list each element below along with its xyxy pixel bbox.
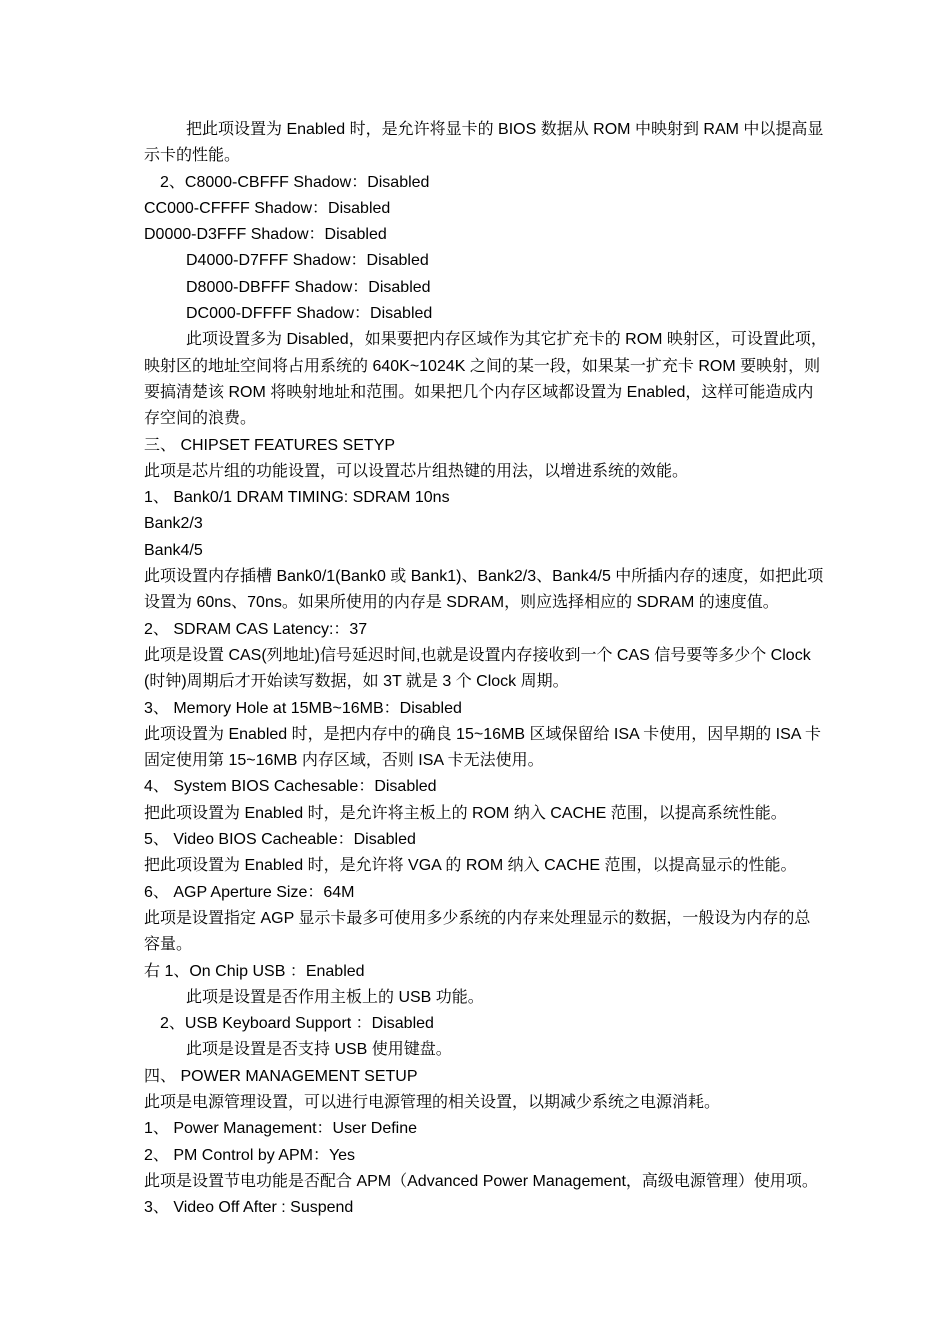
text-line: 3、 Memory Hole at 15MB~16MB：Disabled [144, 699, 462, 717]
text-line: 此项设置内存插槽 Bank0/1(Bank0 或 Bank1)、Bank2/3、Bank4/5 中所插内存的速度，如把此项 [144, 568, 824, 586]
text-line: 此项是芯片组的功能设置，可以设置芯片组热键的用法，以增进系统的效能。 [144, 462, 689, 480]
text-line: 容量。 [144, 936, 193, 954]
text-line: 示卡的性能。 [144, 147, 241, 165]
text-line: (时钟)周期后才开始读写数据，如 3T 就是 3 个 Clock 周期。 [144, 673, 569, 691]
text-line: 把此项设置为 Enabled 时，是允许将主板上的 ROM 纳入 CACHE 范围，以提高系统性能。 [144, 804, 787, 822]
text-line: 把此项设置为 Enabled 时，是允许将显卡的 BIOS 数据从 ROM 中映射到 RAM 中以提高显 [186, 121, 824, 138]
text-line: 四、 POWER MANAGEMENT SETUP [144, 1067, 418, 1085]
text-line: Bank4/5 [144, 541, 203, 559]
text-line: 此项是电源管理设置，可以进行电源管理的相关设置，以期减少系统之电源消耗。 [144, 1093, 721, 1111]
text-line: 2、C8000-CBFFF Shadow：Disabled [160, 173, 430, 191]
text-line: 此项是设置指定 AGP 显示卡最多可使用多少系统的内存来处理显示的数据，一般设为内存的总 [144, 909, 811, 927]
text-line: 此项是设置节电功能是否配合 APM（Advanced Power Management，高级电源管理）使用项。 [144, 1172, 818, 1190]
text-line: 此项是设置是否作用主板上的 USB 功能。 [186, 988, 484, 1006]
text-line: 此项设置多为 Disabled，如果要把内存区域作为其它扩充卡的 ROM 映射区，可设置此项， [186, 331, 827, 349]
text-line: 映射区的地址空间将占用系统的 640K~1024K 之间的某一段，如果某一扩充卡 ROM 要映射，则 [144, 357, 821, 375]
text-line: 2、USB Keyboard Support ：Disabled [160, 1015, 434, 1033]
text-line: 此项设置为 Enabled 时，是把内存中的确良 15~16MB 区域保留给 ISA 卡使用，因早期的 ISA 卡 [144, 725, 822, 743]
text-line: 把此项设置为 Enabled 时，是允许将 VGA 的 ROM 纳入 CACHE 范围，以提高显示的性能。 [144, 857, 797, 875]
text-line: 1、 Power Management：User Define [144, 1120, 418, 1138]
text-line: 右 1、On Chip USB ：Enabled [144, 962, 365, 980]
text-line: 三、 CHIPSET FEATURES SETYP [144, 436, 396, 454]
text-line: D0000-D3FFF Shadow：Disabled [144, 226, 387, 244]
text-line: 固定使用第 15~16MB 内存区域，否则 ISA 卡无法使用。 [144, 752, 544, 770]
text-line: 此项是设置 CAS(列地址)信号延迟时间,也就是设置内存接收到一个 CAS 信号要等多少个 Clock [144, 646, 811, 664]
text-line: 5、 Video BIOS Cacheable：Disabled [144, 831, 416, 849]
text-line: 2、 PM Control by APM：Yes [144, 1146, 356, 1164]
text-line: CC000-CFFFF Shadow：Disabled [144, 199, 391, 217]
text-line: 2、 SDRAM CAS Latency:：37 [144, 620, 368, 638]
text-line: Bank2/3 [144, 515, 203, 533]
text-line: D8000-DBFFF Shadow：Disabled [186, 278, 431, 296]
text-line: 1、 Bank0/1 DRAM TIMING: SDRAM 10ns [144, 489, 450, 507]
text-line: 此项是设置是否支持 USB 使用键盘。 [186, 1041, 452, 1059]
text-line: 存空间的浪费。 [144, 410, 257, 428]
text-line: 6、 AGP Aperture Size：64M [144, 883, 355, 901]
text-line: DC000-DFFFF Shadow：Disabled [186, 305, 433, 323]
text-line: 要搞清楚该 ROM 将映射地址和范围。如果把几个内存区域都设置为 Enabled，这样可能造成内 [144, 383, 814, 401]
text-line: 4、 System BIOS Cachesable：Disabled [144, 778, 437, 796]
text-line: D4000-D7FFF Shadow：Disabled [186, 252, 429, 270]
text-line: 设置为 60ns、70ns。如果所使用的内存是 SDRAM，则应选择相应的 SDRAM 的速度值。 [144, 594, 779, 612]
text-line: 3、 Video Off After : Suspend [144, 1199, 354, 1217]
